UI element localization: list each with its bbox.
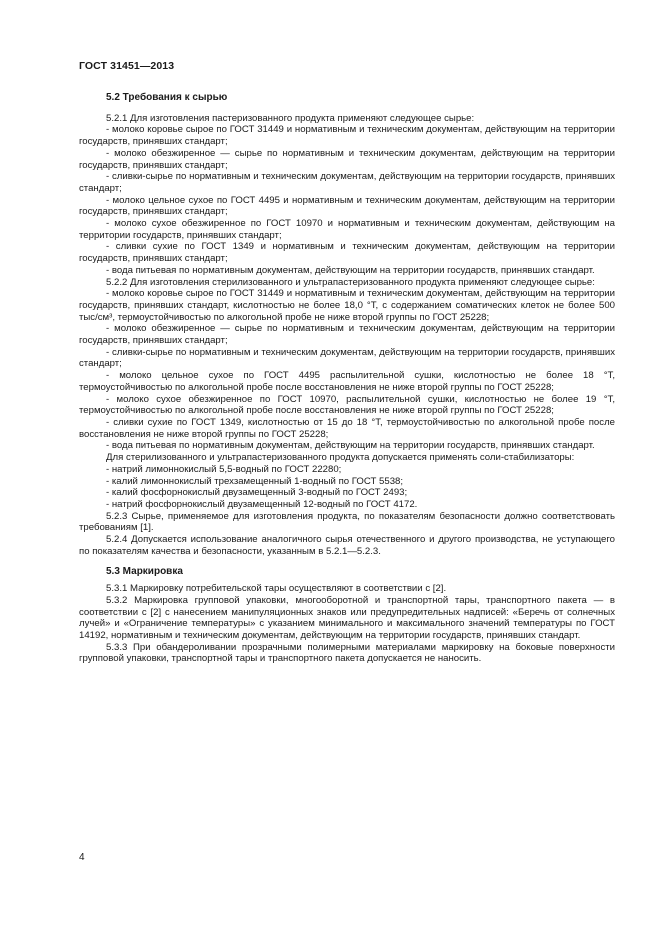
document-body bbox=[79, 92, 615, 665]
paragraph: 5.2.2 Для изготовления стерилизованного и ультрапастеризованного продукта применяют следующее сырье: bbox=[106, 276, 595, 288]
section-heading: 5.2 Требования к сырью bbox=[106, 92, 228, 103]
list-item: - молоко коровье сырое по ГОСТ 31449 и нормативным и техническим документам, действующим на территории государств, принявших стандарт; bbox=[79, 124, 615, 148]
list-item: - вода питьевая по нормативным документам, действующим на территории государств, принявших стандарт. bbox=[106, 264, 595, 276]
paragraph: 5.3.3 При обандероливании прозрачными полимерными материалами маркировку на боковые поверхности групповой упаковки, транспортной тары и транспортного пакета допускается не наносить. bbox=[79, 641, 615, 665]
page-number: 4 bbox=[79, 852, 85, 863]
list-item: - натрий лимоннокислый 5,5-водный по ГОСТ 22280; bbox=[106, 463, 342, 475]
paragraph: 5.3.1 Маркировку потребительской тары осуществляют в соответствии с [2]. bbox=[106, 583, 447, 595]
section-heading: 5.3 Маркировка bbox=[106, 566, 183, 578]
list-item: - молоко сухое обезжиренное по ГОСТ 10970, распылительной сушки, кислотностью не более 19 °Т, термоустойчивостью по алкогольной пробе после восстановления не ниже второй группы по ГОСТ 25228; bbox=[79, 393, 615, 417]
list-item: - сливки-сырье по нормативным и техническим документам, действующим на территории государств, принявших стандарт; bbox=[79, 171, 615, 194]
paragraph: 5.3.2 Маркировка групповой упаковки, многооборотной и транспортной тары, транспортного пакета — в соответствии с [2] с нанесением манипуляционных знаков или предупредительных надписей: «Беречь от солнечных лучей» и «Ограничение температуры» с указанием минимального и максимального значений температуры по ГОСТ 14192, нормативным и техническим документам, действующим на территории государств, принявших стандарт. bbox=[79, 594, 615, 641]
list-item: - молоко цельное сухое по ГОСТ 4495 и нормативным и техническим документам, действующим на территории государств, принявших стандарт; bbox=[79, 194, 615, 218]
list-item: - сливки сухие по ГОСТ 1349, кислотностью от 15 до 18 °Т, термоустойчивостью по алкогольной пробе после восстановления не ниже второй группы по ГОСТ 25228; bbox=[79, 416, 615, 440]
list-item: - молоко сухое обезжиренное по ГОСТ 10970 и нормативным и техническим документам, действующим на территории государств, принявших стандарт; bbox=[79, 218, 615, 241]
list-item: - молоко обезжиренное — сырье по нормативным и техническим документам, действующим на территории государств, принявших стандарт; bbox=[79, 323, 615, 347]
list-item: - молоко цельное сухое по ГОСТ 4495 распылительной сушки, кислотностью не более 18 °Т, термоустойчивостью по алкогольной пробе после восстановления не ниже второй группы по ГОСТ 25228; bbox=[79, 370, 615, 393]
paragraph: 5.2.1 Для изготовления пастеризованного продукта применяют следующее сырье: bbox=[106, 112, 475, 124]
list-item: - молоко обезжиренное — сырье по нормативным и техническим документам, действующим на территории государств, принявших стандарт; bbox=[79, 147, 615, 171]
list-item: - молоко коровье сырое по ГОСТ 31449 и нормативным и техническим документам, действующим на территории государств, принявших стандарт, кислотностью не более 18,0 °Т, с содержанием соматических клеток не более 500 тыс/см³, термоустойчивостью по алкогольной пробе не ниже второй группы по ГОСТ 25228; bbox=[79, 288, 615, 323]
paragraph: Для стерилизованного и ультрапастеризованного продукта допускается применять соли-стабилизаторы: bbox=[106, 452, 575, 464]
list-item: - калий лимоннокислый трехзамещенный 1-водный по ГОСТ 5538; bbox=[106, 475, 404, 487]
document-code: ГОСТ 31451—2013 bbox=[79, 60, 175, 72]
list-item: - сливки сухие по ГОСТ 1349 и нормативным и техническим документам, действующим на территории государств, принявших стандарт; bbox=[79, 241, 615, 265]
list-item: - калий фосфорнокислый двузамещенный 3-водный по ГОСТ 2493; bbox=[106, 487, 408, 499]
paragraph: 5.2.3 Сырье, применяемое для изготовления продукта, по показателям безопасности должно соответствовать требованиям [1]. bbox=[79, 510, 615, 534]
list-item: - вода питьевая по нормативным документам, действующим на территории государств, принявших стандарт. bbox=[106, 440, 595, 452]
paragraph: 5.2.4 Допускается использование аналогичного сырья отечественного и другого производства, не уступающего по показателям качества и безопасности, указанным в 5.2.1—5.2.3. bbox=[79, 534, 615, 557]
list-item: - сливки-сырье по нормативным и техническим документам, действующим на территории государств, принявших стандарт; bbox=[79, 346, 615, 370]
list-item: - натрий фосфорнокислый двузамещенный 12-водный по ГОСТ 4172. bbox=[106, 498, 418, 510]
